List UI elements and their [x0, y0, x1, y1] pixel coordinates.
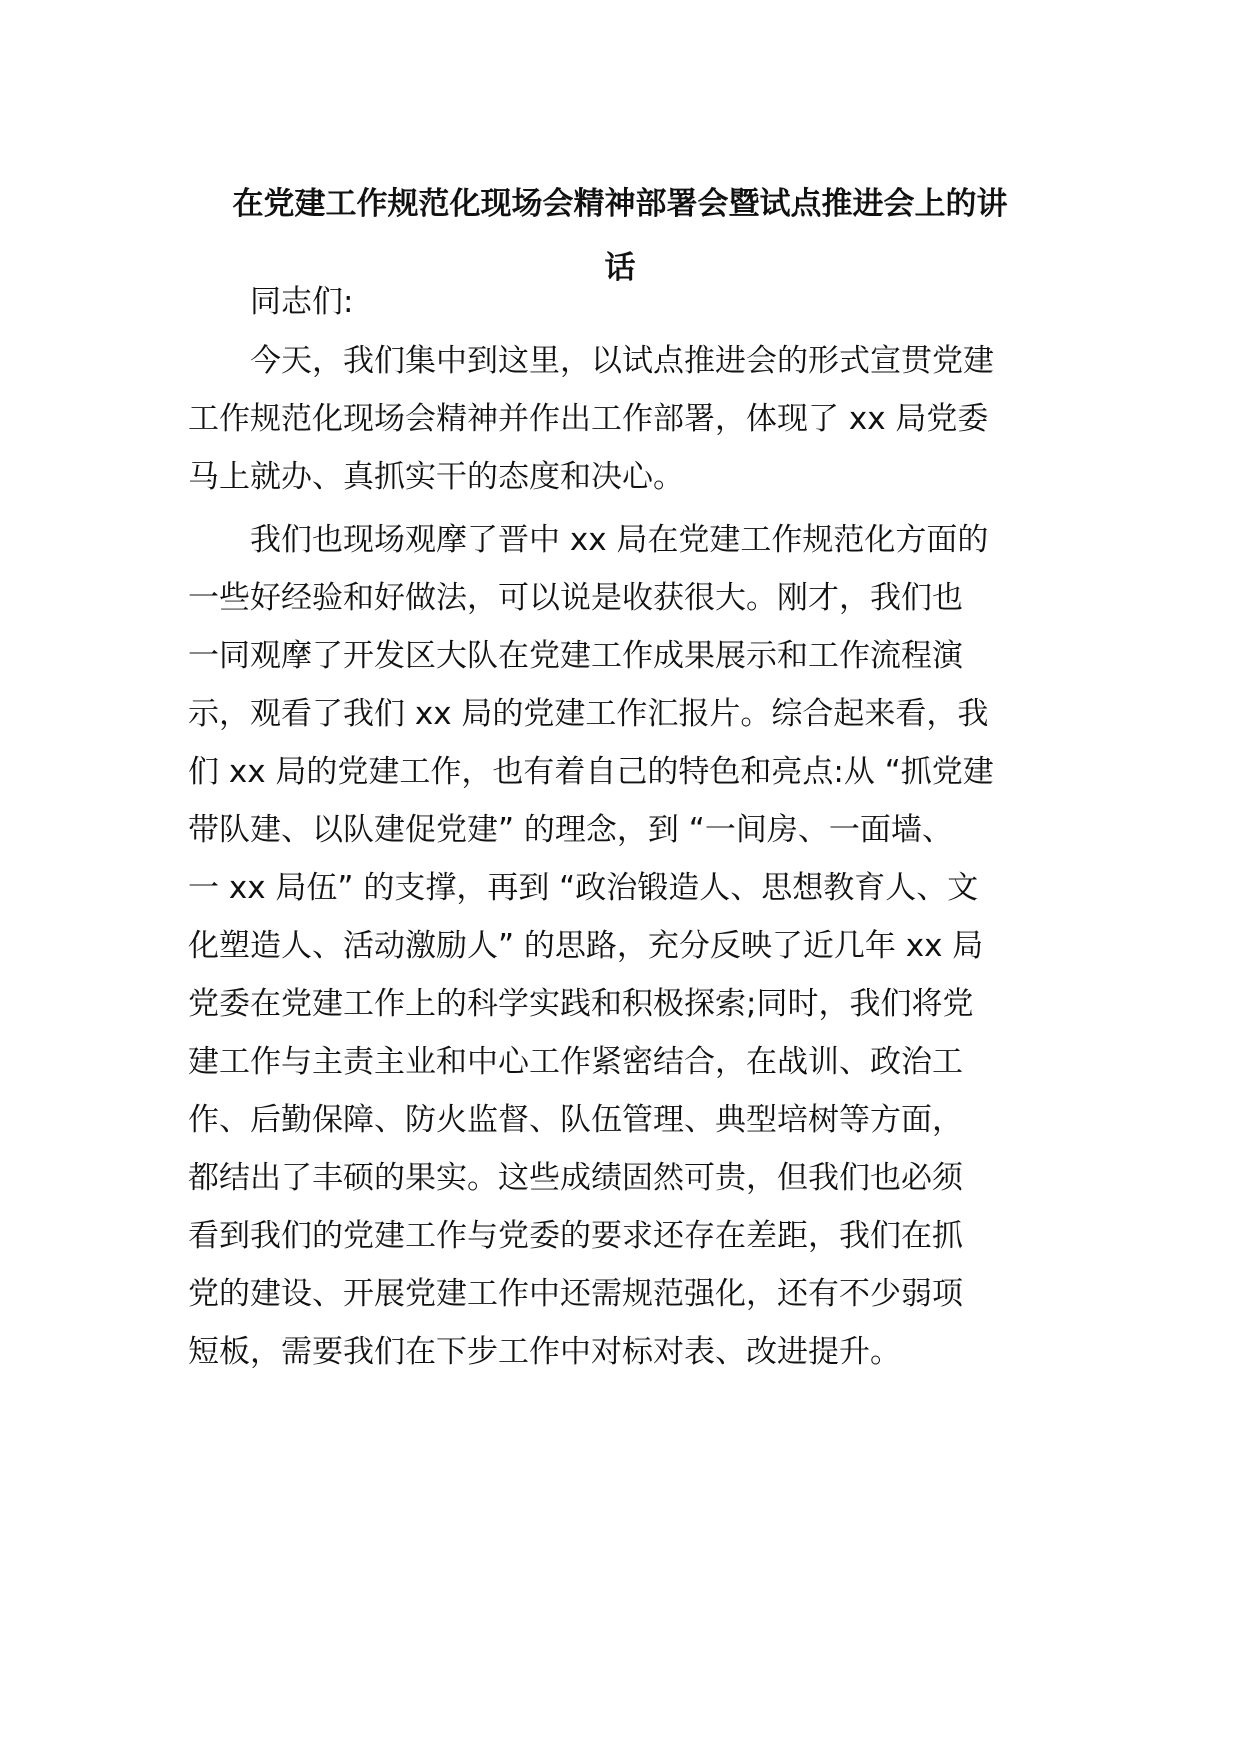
body-line-15: 都结出了丰硕的果实。这些成绩固然可贵，但我们也必须	[188, 1160, 963, 1196]
body-line-6: 一同观摩了开发区大队在党建工作成果展示和工作流程演	[188, 638, 963, 674]
body-line-4: 我们也现场观摩了晋中 xx 局在党建工作规范化方面的	[188, 522, 989, 558]
body-line-12: 党委在党建工作上的科学实践和积极探索;同时，我们将党	[188, 986, 974, 1022]
body-line-1: 今天，我们集中到这里，以试点推进会的形式宣贯党建	[188, 343, 994, 379]
body-line-7: 示，观看了我们 xx 局的党建工作汇报片。综合起来看，我	[188, 696, 989, 732]
body-line-3: 马上就办、真抓实干的态度和决心。	[188, 459, 684, 495]
body-line-5: 一些好经验和好做法，可以说是收获很大。刚才，我们也	[188, 580, 963, 616]
body-line-18: 短板，需要我们在下步工作中对标对表、改进提升。	[188, 1334, 901, 1370]
body-line-8: 们 xx 局的党建工作，也有着自己的特色和亮点:从 “抓党建	[188, 754, 994, 790]
body-line-17: 党的建设、开展党建工作中还需规范强化，还有不少弱项	[188, 1276, 963, 1312]
body-line-14: 作、后勤保障、防火监督、队伍管理、典型培树等方面，	[188, 1102, 963, 1138]
body-line-10: 一 xx 局伍” 的支撑，再到 “政治锻造人、思想教育人、文	[188, 870, 979, 906]
salutation-line: 同志们:	[188, 284, 354, 320]
body-line-13: 建工作与主责主业和中心工作紧密结合，在战训、政治工	[188, 1044, 963, 1080]
body-line-9: 带队建、以队建促党建” 的理念，到 “一间房、一面墙、	[188, 812, 953, 848]
body-line-11: 化塑造人、活动激励人” 的思路，充分反映了近几年 xx 局	[188, 928, 984, 964]
body-line-2: 工作规范化现场会精神并作出工作部署，体现了 xx 局党委	[188, 401, 989, 437]
document-title: 在党建工作规范化现场会精神部署会暨试点推进会上的讲 话	[232, 186, 1008, 286]
body-line-16: 看到我们的党建工作与党委的要求还存在差距，我们在抓	[188, 1218, 963, 1254]
